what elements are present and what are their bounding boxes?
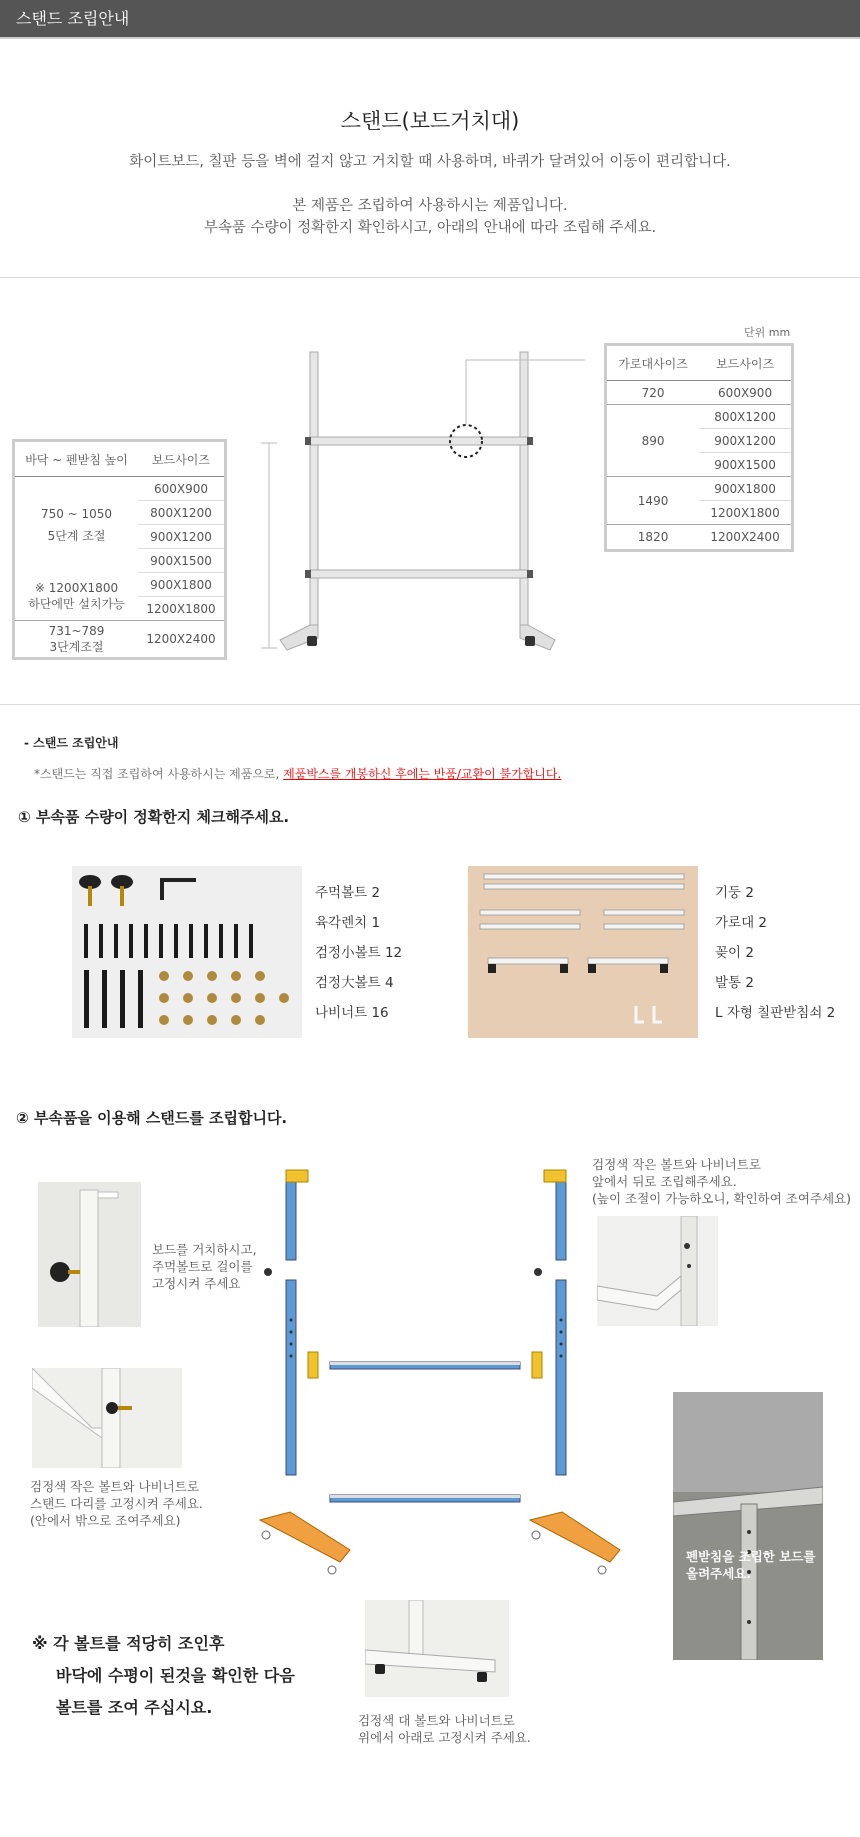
cap-line: 펜받침을 조립한 보드를 <box>686 1549 816 1564</box>
width-890: 890 <box>607 405 699 477</box>
header-bar: 스탠드 조립안내 <box>0 0 860 37</box>
board-size: 1200X1800 <box>138 597 224 621</box>
board-size: 900X1500 <box>699 453 791 477</box>
cap-line: 고정시켜 주세요 <box>152 1276 241 1291</box>
part-item: 꽂이 2 <box>715 945 754 961</box>
board-col-header-2: 보드사이즈 <box>699 346 791 381</box>
width-1490: 1490 <box>607 477 699 525</box>
stand-illustration <box>255 340 585 670</box>
cap-line: (높이 조절이 가능하오니, 확인하여 조여주세요) <box>592 1191 852 1206</box>
leg-bolt-photo <box>32 1368 182 1468</box>
board-size: 900X1800 <box>138 573 224 597</box>
board-col-header: 보드사이즈 <box>138 442 224 477</box>
frame-parts-photo <box>468 866 698 1038</box>
board-size: 800X1200 <box>138 501 224 525</box>
board-size: 1200X2400 <box>710 530 780 544</box>
crossbar-photo <box>597 1216 718 1326</box>
cap-leg <box>30 1478 203 1529</box>
part-item: 가로대 2 <box>715 915 768 931</box>
cap-line: 보드를 거치하시고, <box>152 1242 257 1257</box>
height-range-2-cell <box>15 621 138 657</box>
height-range-1: 750 ~ 1050 <box>40 506 113 521</box>
part-item: 발통 2 <box>715 975 754 991</box>
intro-section <box>0 37 860 278</box>
board-size: 600X900 <box>138 477 224 501</box>
part-item: 검정小볼트 12 <box>315 945 403 961</box>
final-note <box>32 1628 295 1724</box>
final-line: 바닥에 수평이 된것을 확인한 다음 <box>56 1666 295 1685</box>
cap-line: 주먹볼트로 걸이를 <box>152 1259 253 1274</box>
width-col-header: 가로대사이즈 <box>607 346 699 381</box>
height-note-1: ※ 1200X1800 <box>34 581 119 595</box>
width-1820: 1820 <box>637 530 669 544</box>
height-table <box>12 439 227 660</box>
base-bolt-photo <box>365 1600 509 1697</box>
assembly-diagram <box>240 1150 630 1600</box>
step2-title: ② 부속품을 이용해 스탠드를 조립합니다. <box>16 1109 288 1127</box>
height-note-cell <box>15 573 138 621</box>
part-item: L 자형 칠판받침쇠 2 <box>715 1005 836 1021</box>
intro-line-2: 본 제품은 조립하여 사용하시는 제품입니다. <box>292 198 568 214</box>
guide-note-prefix: *스탠드는 직접 조립하여 사용하시는 제품으로, <box>34 767 284 781</box>
guide-title: - 스탠드 조립안내 <box>24 736 119 750</box>
board-size: 900X1500 <box>138 549 224 573</box>
cap-line: 검정색 대 볼트와 나비너트로 <box>358 1713 515 1728</box>
board-size: 900X1200 <box>138 525 224 549</box>
height-range-2-sub: 3단계조절 <box>49 639 104 654</box>
cap-line: (안에서 밖으로 조여주세요) <box>30 1513 181 1528</box>
board-size: 800X1200 <box>699 405 791 429</box>
pen-tray-photo <box>673 1392 823 1660</box>
cap-board <box>152 1241 257 1292</box>
cap-line: 앞에서 뒤로 조립해주세요. <box>592 1174 737 1189</box>
intro-line-3: 부속품 수량이 정확한지 확인하시고, 아래의 안내에 따라 조립해 주세요. <box>203 220 657 236</box>
product-title: 스탠드(보드거치대) <box>340 109 520 133</box>
cap-top-right <box>592 1156 851 1207</box>
unit-label: 단위 mm <box>744 326 791 339</box>
part-item: 주먹볼트 2 <box>315 885 381 901</box>
final-line: ※ 각 볼트를 적당히 조인후 <box>32 1634 225 1653</box>
part-item: 기둥 2 <box>715 885 754 901</box>
cap-line: 스탠드 다리를 고정시켜 주세요. <box>30 1496 203 1511</box>
board-size: 900X1200 <box>699 429 791 453</box>
height-range-2: 731~789 <box>48 623 105 638</box>
height-range-1-sub: 5단계 조절 <box>47 528 106 543</box>
part-item: 육각렌치 1 <box>315 915 381 931</box>
cap-bottom <box>358 1712 531 1746</box>
return-warning: 제품박스를 개봉하신 후에는 반품/교환이 불가합니다. <box>283 767 562 781</box>
final-line: 볼트를 조여 주십시요. <box>56 1698 213 1717</box>
board-size: 1200X1800 <box>699 501 791 525</box>
board-hook-photo <box>38 1182 141 1327</box>
width-720: 720 <box>607 381 699 405</box>
cap-line: 검정색 작은 볼트와 나비너트로 <box>30 1479 199 1494</box>
intro-line-1: 화이트보드, 칠판 등을 벽에 걸지 않고 거치할 때 사용하며, 바퀴가 달려있어 이동이 편리합니다. <box>129 154 731 170</box>
board-size: 1200X2400 <box>146 632 216 646</box>
board-size: 900X1800 <box>699 477 791 501</box>
width-table <box>604 343 794 552</box>
height-col-header: 바닥 ~ 펜받침 높이 <box>15 442 138 477</box>
height-range-1-cell <box>15 477 138 573</box>
part-item: 검정大볼트 4 <box>315 975 394 991</box>
step1-title: ① 부속품 수량이 정확한지 체크해주세요. <box>18 808 290 826</box>
cap-line: 검정색 작은 볼트와 나비너트로 <box>592 1157 761 1172</box>
guide-note <box>34 765 561 782</box>
cap-line: 위에서 아래로 고정시켜 주세요. <box>358 1730 531 1745</box>
cap-pen <box>686 1548 815 1582</box>
hardware-photo <box>72 866 302 1038</box>
part-item: 나비너트 16 <box>315 1005 389 1021</box>
height-note-2: 하단에만 설치가능 <box>28 597 125 611</box>
board-size: 600X900 <box>699 381 791 405</box>
cap-line: 올려주세요. <box>686 1566 752 1581</box>
